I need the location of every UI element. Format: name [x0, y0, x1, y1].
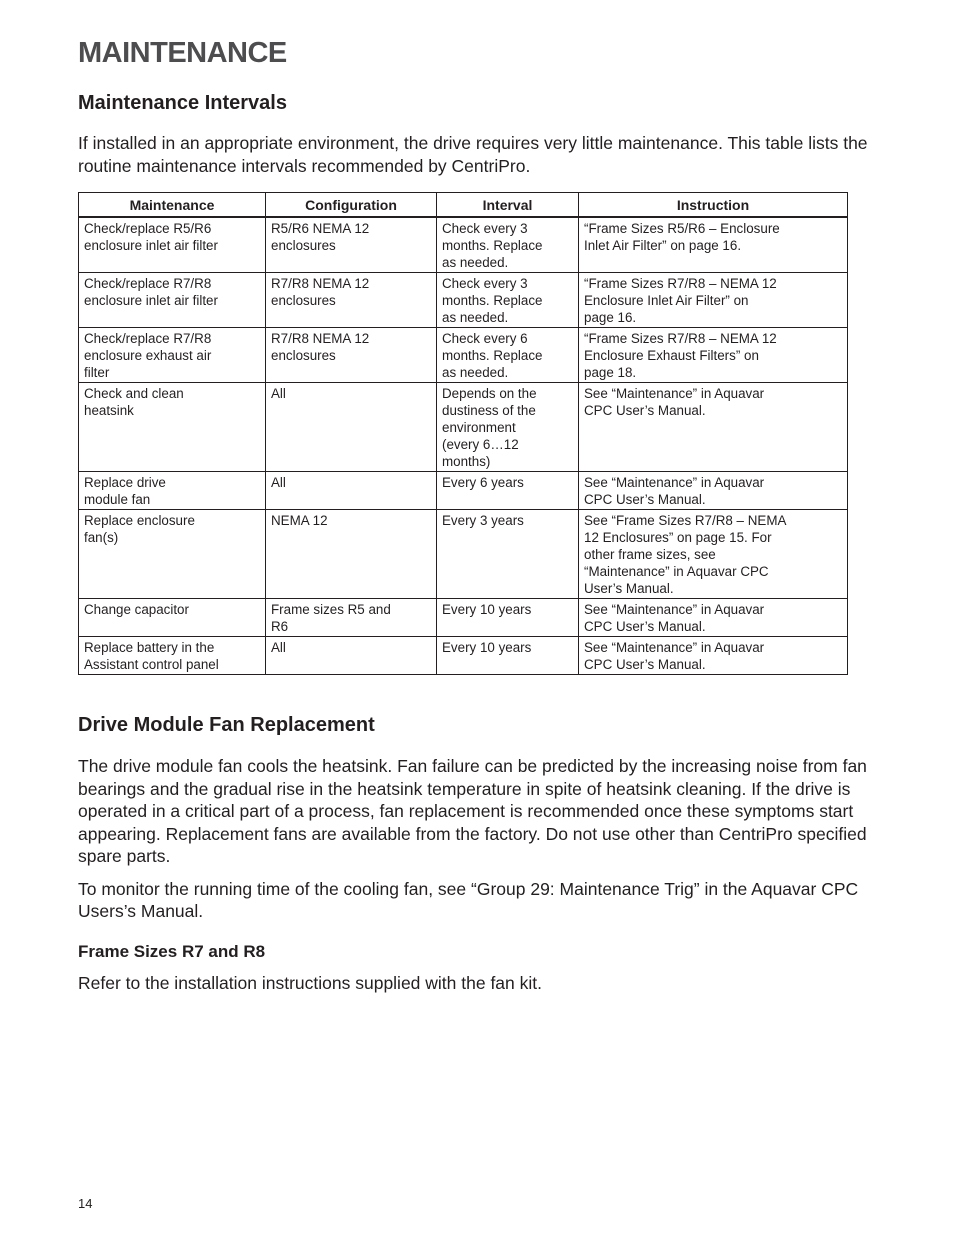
fan-replacement-heading: Drive Module Fan Replacement [78, 714, 375, 736]
cell-interval: Check every 3 months. Replace as needed. [437, 217, 579, 273]
table-row [79, 217, 848, 273]
cell-instruction: See “Maintenance” in Aquavar CPC User’s Manual. [579, 637, 848, 675]
table-row [79, 383, 848, 472]
table-row [79, 328, 848, 383]
cell-interval: Depends on the dustiness of the environment (every 6…12 months) [437, 383, 579, 472]
page-content [78, 36, 878, 994]
cell-configuration: All [266, 383, 437, 472]
table-row [79, 273, 848, 328]
cell-interval: Every 6 years [437, 472, 579, 510]
header-maintenance: Maintenance [79, 193, 266, 218]
table-header-row [79, 193, 848, 218]
maintenance-intervals-table [78, 192, 848, 675]
cell-configuration: Frame sizes R5 and R6 [266, 599, 437, 637]
fan-replacement-paragraph-2: To monitor the running time of the cooling fan, see “Group 29: Maintenance Trig” in the Aquavar CPC Users’s Manual. [78, 878, 859, 921]
cell-maintenance: Check/replace R7/R8 enclosure inlet air filter [79, 273, 266, 328]
maintenance-intervals-intro: If installed in an appropriate environment, the drive requires very little maintenance. This table lists the routine maintenance intervals recommended by CentriPro. [78, 133, 868, 176]
header-configuration: Configuration [266, 193, 437, 218]
cell-maintenance: Check/replace R5/R6 enclosure inlet air filter [79, 217, 266, 273]
cell-configuration: R5/R6 NEMA 12 enclosures [266, 217, 437, 273]
cell-interval: Check every 6 months. Replace as needed. [437, 328, 579, 383]
cell-instruction: See “Frame Sizes R7/R8 – NEMA 12 Enclosures” on page 15. For other frame sizes, see “Maintenance” in Aquavar CPC User’s Manual. [579, 510, 848, 599]
cell-configuration: R7/R8 NEMA 12 enclosures [266, 273, 437, 328]
page-title: MAINTENANCE [78, 37, 287, 69]
cell-maintenance: Replace drive module fan [79, 472, 266, 510]
cell-configuration: All [266, 637, 437, 675]
page-number: 14 [78, 1196, 93, 1211]
cell-instruction: “Frame Sizes R7/R8 – NEMA 12 Enclosure Exhaust Filters” on page 18. [579, 328, 848, 383]
cell-configuration: R7/R8 NEMA 12 enclosures [266, 328, 437, 383]
cell-interval: Every 10 years [437, 637, 579, 675]
cell-configuration: NEMA 12 [266, 510, 437, 599]
cell-instruction: See “Maintenance” in Aquavar CPC User’s Manual. [579, 599, 848, 637]
table-row [79, 637, 848, 675]
cell-maintenance: Replace enclosure fan(s) [79, 510, 266, 599]
cell-instruction: See “Maintenance” in Aquavar CPC User’s Manual. [579, 383, 848, 472]
cell-instruction: See “Maintenance” in Aquavar CPC User’s Manual. [579, 472, 848, 510]
header-instruction: Instruction [579, 193, 848, 218]
cell-instruction: “Frame Sizes R5/R6 – Enclosure Inlet Air Filter” on page 16. [579, 217, 848, 273]
cell-maintenance: Change capacitor [79, 599, 266, 637]
header-interval: Interval [437, 193, 579, 218]
table-row [79, 472, 848, 510]
cell-interval: Check every 3 months. Replace as needed. [437, 273, 579, 328]
cell-maintenance: Replace battery in the Assistant control panel [79, 637, 266, 675]
table-row [79, 599, 848, 637]
maintenance-intervals-heading: Maintenance Intervals [78, 92, 287, 114]
cell-interval: Every 10 years [437, 599, 579, 637]
frame-sizes-heading: Frame Sizes R7 and R8 [78, 941, 266, 961]
frame-sizes-paragraph: Refer to the installation instructions supplied with the fan kit. [78, 972, 542, 993]
cell-maintenance: Check and clean heatsink [79, 383, 266, 472]
cell-configuration: All [266, 472, 437, 510]
cell-interval: Every 3 years [437, 510, 579, 599]
cell-instruction: “Frame Sizes R7/R8 – NEMA 12 Enclosure Inlet Air Filter” on page 16. [579, 273, 848, 328]
fan-replacement-paragraph-1: The drive module fan cools the heatsink. Fan failure can be predicted by the increasing noise from fan bearings and the gradual rise in the heatsink temperature in spite of heatsink cleaning. If the drive is operated in a critical part of a process, fan replacement is recommended once these symptoms start appearing. Replacement fans are available from the factory. Do not use other than CentriPro specified spare parts. [78, 756, 867, 866]
table-row [79, 510, 848, 599]
cell-maintenance: Check/replace R7/R8 enclosure exhaust air filter [79, 328, 266, 383]
